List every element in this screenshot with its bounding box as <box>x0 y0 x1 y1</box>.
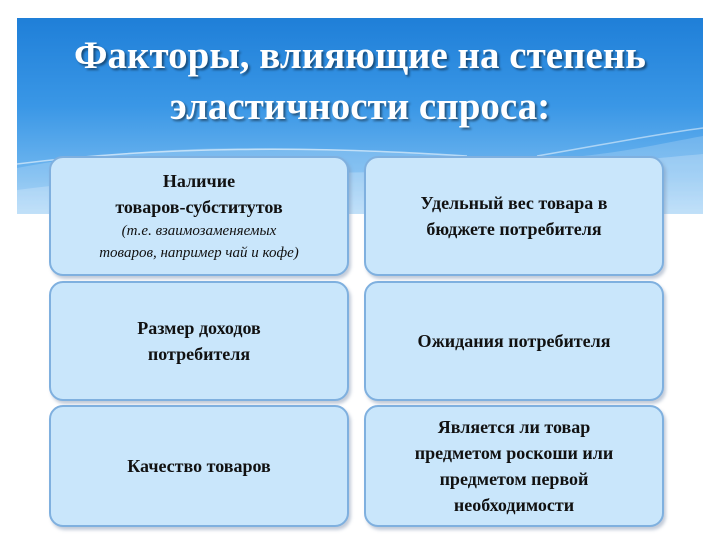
factor-card-expectations <box>364 281 664 401</box>
factor-label: бюджете потребителя <box>426 219 602 239</box>
factor-label: Является ли товар <box>437 417 591 437</box>
factor-label: необходимости <box>453 495 575 515</box>
factor-card-income <box>49 281 349 401</box>
factor-label: Ожидания потребителя <box>417 331 611 351</box>
factor-label: Удельный вес товара в <box>420 193 608 213</box>
factor-label: потребителя <box>147 344 251 364</box>
factor-label: предметом первой <box>439 469 589 489</box>
factor-label: предметом роскоши или <box>414 443 614 463</box>
factor-label: Качество товаров <box>127 456 271 476</box>
title-line-2: эластичности спроса: <box>169 85 551 128</box>
factor-label: Наличие <box>162 171 236 191</box>
factor-label: товаров-субститутов <box>115 197 283 217</box>
factor-card-quality <box>49 405 349 527</box>
factor-card-budget-share <box>364 156 664 276</box>
factor-card-substitutes <box>49 156 349 276</box>
factor-label: Размер доходов <box>137 318 261 338</box>
title-line-1: Факторы, влияющие на степень <box>74 34 646 77</box>
page-title <box>17 30 703 132</box>
factor-note: (т.е. взаимозаменяемых <box>121 223 277 239</box>
factor-card-luxury-necessity <box>364 405 664 527</box>
factor-note: товаров, например чай и кофе) <box>99 245 299 261</box>
